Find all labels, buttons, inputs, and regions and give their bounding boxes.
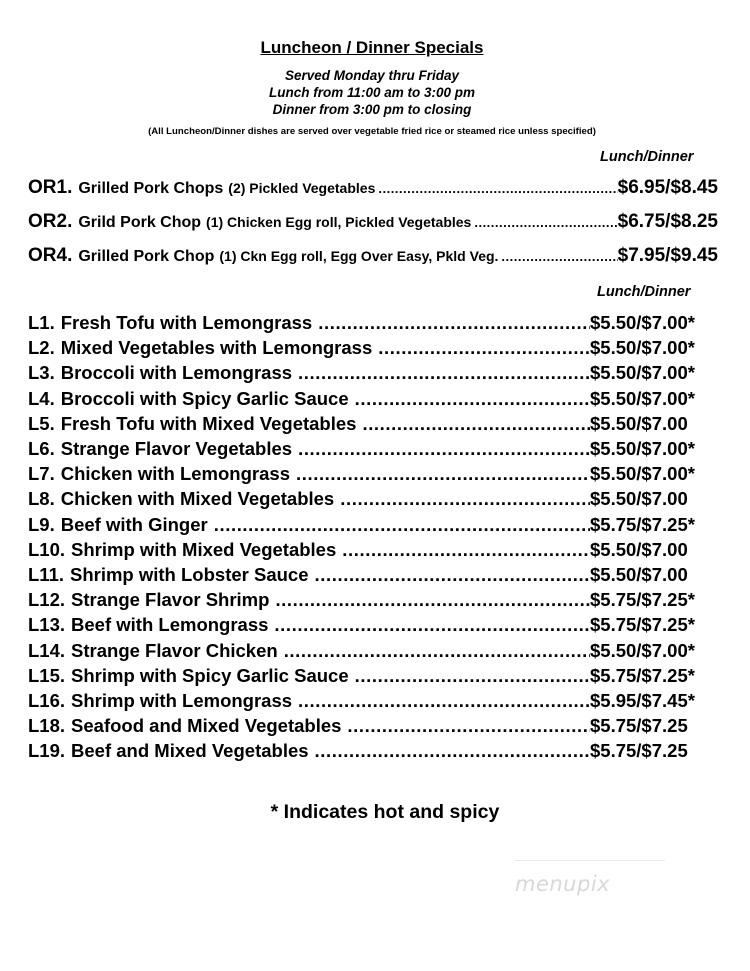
item-code: OR4. bbox=[28, 245, 73, 266]
dot-leader bbox=[214, 514, 590, 536]
menu-item bbox=[28, 362, 718, 387]
dot-leader bbox=[298, 438, 590, 460]
spicy-legend: * Indicates hot and spicy bbox=[270, 801, 500, 823]
item-price: $5.50/$7.00 bbox=[590, 564, 688, 585]
item-price: $5.50/$7.00* bbox=[590, 362, 695, 384]
menu-item bbox=[28, 337, 718, 362]
item-price: $5.75/$7.25* bbox=[590, 513, 695, 535]
item-price: $5.75/$7.25* bbox=[590, 614, 695, 636]
item-code: L3. bbox=[28, 362, 55, 384]
item-name: Strange Flavor Shrimp bbox=[71, 589, 270, 611]
item-name: Fresh Tofu with Mixed Vegetables bbox=[60, 412, 357, 434]
rice-note: (All Luncheon/Dinner dishes are served over vegetable fried rice or steamed rice unless specified) bbox=[148, 126, 596, 137]
dot-leader bbox=[296, 463, 590, 485]
item-code: L6. bbox=[28, 438, 55, 459]
dot-leader bbox=[275, 589, 590, 611]
item-name: Beef with Ginger bbox=[60, 513, 208, 535]
menu-item bbox=[28, 463, 718, 488]
item-price: $5.50/$7.00 bbox=[590, 538, 688, 560]
item-code: L2. bbox=[28, 337, 55, 359]
menu-item bbox=[28, 388, 718, 413]
menu-item bbox=[28, 514, 718, 539]
item-price: $5.75/$7.25* bbox=[590, 589, 695, 611]
dot-leader bbox=[284, 640, 590, 662]
menu-item bbox=[28, 715, 718, 740]
menu-item bbox=[28, 488, 718, 513]
item-code: L1. bbox=[28, 312, 55, 333]
dot-leader bbox=[347, 715, 590, 737]
dot-leader bbox=[298, 362, 590, 384]
item-code: L14. bbox=[28, 639, 66, 661]
item-name: Strange Flavor Chicken bbox=[71, 639, 278, 661]
item-price: $5.50/$7.00* bbox=[590, 312, 695, 333]
dot-leader bbox=[318, 312, 590, 334]
item-price: $5.50/$7.00* bbox=[590, 438, 695, 459]
menu-item bbox=[28, 539, 718, 564]
item-price: $5.95/$7.45* bbox=[590, 690, 695, 711]
menu-item bbox=[28, 413, 718, 438]
item-code: L15. bbox=[28, 664, 66, 686]
item-price: $5.75/$7.25* bbox=[590, 664, 695, 686]
item-code: L10. bbox=[28, 538, 66, 560]
menu-item bbox=[28, 312, 718, 337]
item-description: (1) Chicken Egg roll, Pickled Vegetables bbox=[206, 214, 472, 230]
page-title: Luncheon / Dinner Specials bbox=[260, 38, 484, 57]
item-code: L9. bbox=[28, 513, 55, 535]
dot-leader bbox=[378, 181, 617, 196]
dot-leader bbox=[298, 690, 590, 712]
item-price: $5.50/$7.00* bbox=[590, 337, 695, 359]
menu-item bbox=[28, 589, 718, 614]
item-name: Broccoli with Lemongrass bbox=[60, 362, 293, 384]
menu-item bbox=[28, 665, 718, 690]
item-name: Chicken with Lemongrass bbox=[60, 463, 290, 485]
item-name: Grilled Pork Chops bbox=[78, 180, 224, 197]
dinner-hours: Dinner from 3:00 pm to closing bbox=[272, 102, 472, 117]
menu-item bbox=[28, 564, 718, 589]
lunch-hours: Lunch from 11:00 am to 3:00 pm bbox=[268, 85, 476, 100]
column-header-l: Lunch/Dinner bbox=[597, 284, 691, 300]
item-code: OR2. bbox=[28, 211, 73, 232]
menu-item bbox=[28, 438, 718, 463]
item-name: Broccoli with Spicy Garlic Sauce bbox=[60, 387, 349, 409]
item-name: Fresh Tofu with Lemongrass bbox=[60, 312, 313, 333]
dot-leader bbox=[315, 740, 590, 762]
item-name: Shrimp with Spicy Garlic Sauce bbox=[71, 664, 349, 686]
item-code: L16. bbox=[28, 690, 66, 711]
menu-item bbox=[28, 740, 718, 765]
dot-leader bbox=[378, 337, 590, 359]
item-name: Grilled Pork Chop bbox=[78, 248, 215, 265]
menu-item bbox=[28, 690, 718, 715]
item-code: L7. bbox=[28, 463, 55, 485]
watermark-logo: menupix bbox=[515, 872, 611, 896]
dot-leader bbox=[474, 215, 617, 230]
item-code: OR1. bbox=[28, 177, 73, 198]
item-price: $5.50/$7.00* bbox=[590, 463, 695, 485]
item-name: Seafood and Mixed Vegetables bbox=[71, 715, 342, 737]
menu-item bbox=[28, 211, 718, 237]
dot-leader bbox=[362, 413, 590, 435]
item-name: Shrimp with Lobster Sauce bbox=[70, 564, 309, 585]
item-code: L4. bbox=[28, 387, 55, 409]
menu-item bbox=[28, 177, 718, 203]
item-name: Strange Flavor Vegetables bbox=[60, 438, 293, 459]
dot-leader bbox=[340, 488, 590, 510]
menu-item bbox=[28, 640, 718, 665]
dot-leader bbox=[355, 388, 590, 410]
item-code: L11. bbox=[28, 564, 64, 585]
watermark-line bbox=[515, 860, 665, 861]
column-header-or: Lunch/Dinner bbox=[600, 149, 694, 165]
item-price: $5.50/$7.00 bbox=[590, 488, 688, 510]
item-code: L8. bbox=[28, 488, 55, 510]
item-code: L19. bbox=[28, 740, 66, 762]
item-code: L5. bbox=[28, 412, 55, 434]
dot-leader bbox=[355, 665, 590, 687]
item-code: L18. bbox=[28, 715, 66, 737]
dot-leader bbox=[315, 564, 591, 586]
dot-leader bbox=[501, 249, 617, 264]
item-code: L13. bbox=[28, 614, 66, 636]
item-price: $5.50/$7.00 bbox=[590, 412, 688, 434]
item-price: $7.95/$9.45 bbox=[617, 245, 718, 266]
item-description: (2) Pickled Vegetables bbox=[228, 180, 376, 196]
item-price: $6.95/$8.45 bbox=[617, 177, 718, 198]
item-price: $5.75/$7.25 bbox=[590, 740, 688, 762]
item-name: Shrimp with Mixed Vegetables bbox=[71, 538, 337, 560]
dot-leader bbox=[342, 539, 590, 561]
item-name: Chicken with Mixed Vegetables bbox=[60, 488, 335, 510]
item-name: Grild Pork Chop bbox=[78, 214, 202, 231]
item-code: L12. bbox=[28, 589, 66, 611]
item-name: Mixed Vegetables with Lemongrass bbox=[60, 337, 373, 359]
item-name: Beef with Lemongrass bbox=[71, 614, 269, 636]
item-price: $5.50/$7.00* bbox=[590, 639, 695, 661]
menu-item bbox=[28, 614, 718, 639]
item-description: (1) Ckn Egg roll, Egg Over Easy, Pkld Veg. bbox=[219, 248, 499, 264]
item-name: Beef and Mixed Vegetables bbox=[71, 740, 309, 762]
item-price: $5.75/$7.25 bbox=[590, 715, 688, 737]
item-name: Shrimp with Lemongrass bbox=[71, 690, 293, 711]
menu-item bbox=[28, 245, 718, 271]
item-price: $5.50/$7.00* bbox=[590, 387, 695, 409]
item-price: $6.75/$8.25 bbox=[617, 211, 718, 232]
dot-leader bbox=[274, 614, 590, 636]
served-days: Served Monday thru Friday bbox=[284, 68, 460, 83]
